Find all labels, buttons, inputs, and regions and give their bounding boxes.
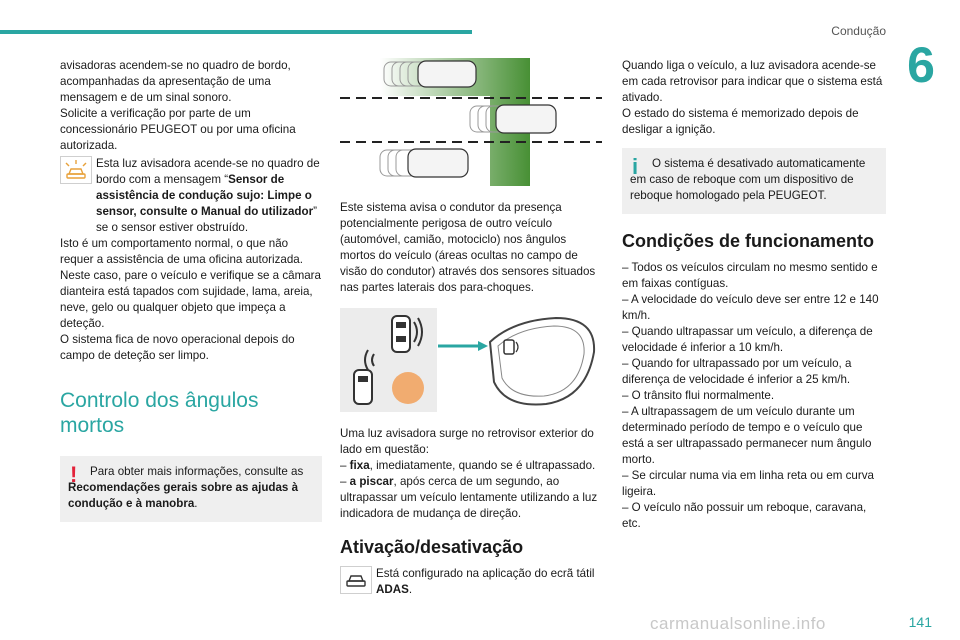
list-item: – fixa, imediatamente, quando se é ultrapassado. — [340, 459, 596, 472]
note-lead: Para obter mais informações, consulte as — [90, 465, 304, 478]
list-item: – Todos os veículos circulam no mesmo sentido e em faixas contíguas. — [622, 261, 878, 290]
adas-tail: . — [408, 583, 413, 596]
paragraph: O sistema fica de novo operacional depois do campo de deteção ser limpo. — [60, 333, 295, 362]
dashboard-indicators-panel — [340, 308, 437, 412]
column-3 — [622, 58, 886, 532]
overtaking-car — [418, 61, 476, 87]
paragraph: Neste caso, pare o veículo e verifique se a câmara dianteira está tapados com sujidade, lama, areia, neve, gelo ou qualquer objeto que impeça a deteção. — [60, 269, 321, 330]
paragraph: Este sistema avisa o condutor da presença potencialmente perigosa de outro veículo (automóvel, camião, motociclo) nos ângulos mortos do veículo (áreas ocultas no campo de visão do condutor) através dos sensores situados nas partes laterais dos para-choques. — [340, 201, 596, 294]
icon-para-lead: Esta luz avisadora acende-se no quadro de bordo com a mensagem “ — [96, 157, 320, 186]
warning-lamp-paragraph — [60, 156, 322, 236]
adas-paragraph — [340, 566, 602, 598]
own-car — [496, 105, 556, 133]
bullet-text: Todos os veículos circulam no mesmo sentido e em faixas contíguas. — [622, 261, 878, 290]
list-item: – Se circular numa via em linha reta ou em curva ligeira. — [622, 469, 874, 498]
section-title: Condução — [831, 24, 886, 38]
note-link-text: Recomendações gerais sobre as ajudas à condução e à manobra — [68, 481, 299, 510]
warning-note — [60, 456, 322, 522]
list-item: – A ultrapassagem de um veículo durante um determinado período de tempo e o veículo que está a ser ultrapassado permanecer num ângulo morto. — [622, 405, 872, 466]
bullet-text: Quando for ultrapassado por um veículo, a diferença de velocidade é inferior a 25 km/h. — [622, 357, 852, 386]
column-1 — [60, 58, 322, 522]
paragraph: Uma luz avisadora surge no retrovisor exterior do lado em questão: — [340, 427, 594, 456]
paragraph: Quando liga o veículo, a luz avisadora acende-se em cada retrovisor para indicar que o sistema está ativado. — [622, 59, 883, 104]
list-item: – O trânsito flui normalmente. — [622, 389, 775, 402]
mirror-illustration — [340, 308, 602, 418]
bullet-bold: fixa — [349, 459, 370, 472]
info-note — [622, 148, 886, 214]
page-number: 141 — [908, 614, 932, 630]
list-item: – O veículo não possuir um reboque, caravana, etc. — [622, 501, 867, 530]
bullet-bold: a piscar — [349, 475, 394, 488]
note-tail: . — [194, 497, 198, 510]
bullet-text: , imediatamente, quando se é ultrapassado. — [369, 459, 596, 472]
list-item: – Quando ultrapassar um veículo, a diferença de velocidade é inferior a 10 km/h. — [622, 325, 873, 354]
bullet-text: Quando ultrapassar um veículo, a diferença de velocidade é inferior a 10 km/h. — [622, 325, 873, 354]
section-heading: Condições de funcionamento — [622, 231, 875, 251]
section-heading: Controlo dos ângulos mortos — [60, 389, 259, 437]
paragraph: avisadoras acendem-se no quadro de bordo, acompanhadas da apresentação de uma mensagem e de um sinal sonoro. — [60, 59, 291, 104]
info-icon: i — [632, 154, 639, 179]
adas-lead: Está configurado na aplicação do ecrã tátil — [376, 567, 595, 580]
list-item: – a piscar, após cerca de um segundo, ao ultrapassar um veículo lentamente utilizando a luz indicadora de mudança de direção. — [340, 475, 598, 520]
paragraph: Solicite a verificação por parte de um concessionário PEUGEOT ou por uma oficina autorizada. — [60, 107, 296, 152]
bullet-text: A velocidade do veículo deve ser entre 12 e 140 km/h. — [622, 293, 879, 322]
bullet-text: Se circular numa via em linha reta ou em curva ligeira. — [622, 469, 874, 498]
icon-para-message: Sensor de assistência de condução sujo: Limpe o sensor, consulte o Manual do utilizador — [96, 173, 314, 218]
adas-app-name: ADAS — [376, 583, 409, 596]
bullet-text: O trânsito flui normalmente. — [631, 389, 775, 402]
blind-spot-illustration — [340, 56, 602, 188]
warning-exclamation-icon: ! — [70, 462, 78, 487]
section-heading: Ativação/desativação — [340, 537, 524, 557]
sensor-dirty-warning-icon — [60, 156, 92, 184]
paragraph: O estado do sistema é memorizado depois de desligar a ignição. — [622, 107, 859, 136]
car-settings-icon — [340, 566, 372, 594]
watermark-text: carmanualsonline.info — [650, 614, 826, 633]
header-accent-bar — [0, 30, 472, 34]
bullet-text: O veículo não possuir um reboque, caravana, etc. — [622, 501, 867, 530]
list-item: – A velocidade do veículo deve ser entre 12 e 140 km/h. — [622, 293, 879, 322]
exterior-mirror-icon — [436, 312, 606, 412]
chapter-number: 6 — [907, 37, 935, 93]
blind-spot-car — [408, 149, 468, 177]
column-2 — [340, 56, 602, 598]
bullet-text: A ultrapassagem de um veículo durante um determinado período de tempo e o veículo que está a ser ultrapassado permanecer num ângulo morto. — [622, 405, 872, 466]
list-item: – Quando for ultrapassado por um veículo, a diferença de velocidade é inferior a 25 km/h. — [622, 357, 852, 386]
note-text: O sistema é desativado automaticamente em caso de reboque com um dispositivo de reboque homologado pela PEUGEOT. — [630, 157, 866, 202]
bullet-text: , após cerca de um segundo, ao ultrapassar um veículo lentamente utilizando a luz indicadora de mudança de direção. — [340, 475, 598, 520]
paragraph: Isto é um comportamento normal, o que não requer a assistência de uma oficina autorizada. — [60, 237, 303, 266]
icon-para-tail: ” se o sensor estiver obstruído. — [96, 205, 317, 234]
